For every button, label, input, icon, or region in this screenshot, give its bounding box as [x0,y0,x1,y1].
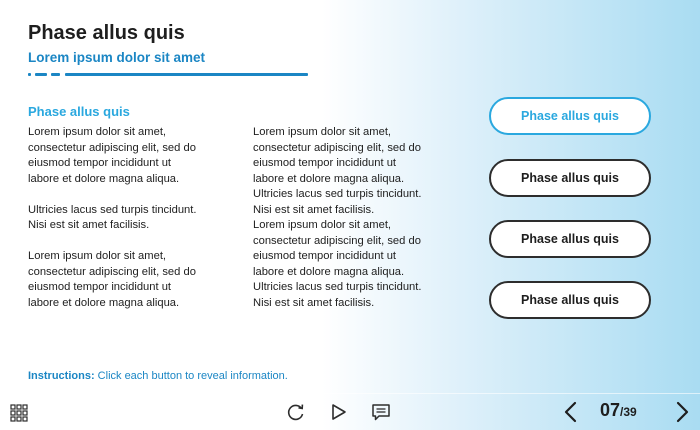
content-heading: Phase allus quis [28,104,130,119]
transcript-icon[interactable] [371,403,391,421]
reveal-button-4[interactable]: Phase allus quis [489,281,651,319]
menu-grid-icon[interactable] [10,404,28,422]
page-title: Phase allus quis [28,22,185,44]
total-pages: 39 [623,405,637,419]
reveal-button-3[interactable]: Phase allus quis [489,220,651,258]
current-page: 07 [600,400,621,420]
text-column-2: Lorem ipsum dolor sit amet, consectetur adipiscing elit, sed do eiusmod tempor incididunt ut labore et dolore magna aliqua. Ultricies lacus sed turpis tincidunt. Nisi est sit amet facilisis. Lorem ipsum dolor sit amet, consectetur adipiscing elit, sed do eiusmod tempor incididunt ut labore et dolore magna aliqua. Ultricies lacus sed turpis tincidunt. Nisi est sit amet facilisis. [253,126,422,309]
replay-icon[interactable] [286,402,306,422]
prev-icon[interactable] [562,401,580,423]
page-counter [600,400,637,421]
text-column-1: Lorem ipsum dolor sit amet, consectetur adipiscing elit, sed do eiusmod tempor incididunt ut labore et dolore magna aliqua. Ultricies lacus sed turpis tincidunt. Nisi est sit amet facilisis. Lorem ipsum dolor sit amet, consectetur adipiscing elit, sed do eiusmod tempor incididunt ut labore et dolore magna aliqua. [28,126,197,309]
footer-divider [0,393,700,394]
play-icon[interactable] [330,402,348,422]
next-icon[interactable] [673,401,691,423]
page-subtitle: Lorem ipsum dolor sit amet [28,50,206,65]
instructions [28,370,288,382]
instructions-label: Instructions: [28,370,95,382]
instructions-text: Click each button to reveal information. [94,370,288,382]
reveal-button-2[interactable]: Phase allus quis [489,159,651,197]
page-separator: / [620,405,624,419]
reveal-button-1[interactable]: Phase allus quis [489,97,651,135]
